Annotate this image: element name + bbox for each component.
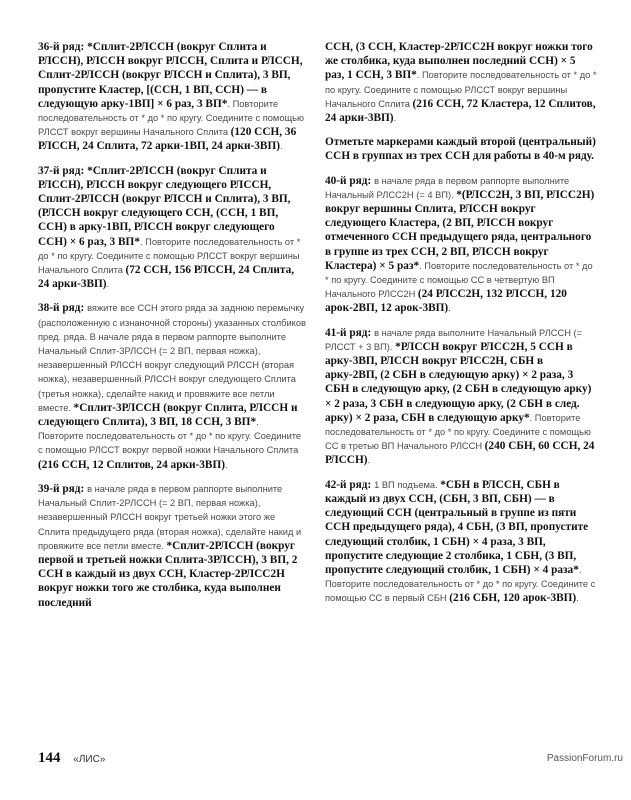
bold-instruction-text: (216 ССН, 12 Сплитов, 24 арки-3ВП) bbox=[38, 458, 225, 471]
instruction-text: 1 ВП подъема. bbox=[374, 479, 441, 490]
bold-instruction-text: (120 ССН, 36 РЛССН, 24 Сплита, 72 арки-1ВП, 24 арки-3ВП) bbox=[38, 126, 297, 153]
instruction-paragraph bbox=[38, 301, 306, 471]
right-column bbox=[325, 40, 597, 616]
instruction-text: . Повторите последовательность от * до * по кругу. Соедините с помощью РЛССТ вокруг первой ножки Начального Сплита bbox=[38, 417, 302, 456]
bold-instruction-text: *СБН в РЛССН, СБН в каждый из двух ССН, (СБН, 3 ВП, СБН) — в следующий ССН (центральный в группе из пяти ССН предыдущего ряда), 4 СБН, (3 ВП, пропустите следующий столбик, 1 СБН) × 4 раза, 3 ВП, пропустите следующие 2 столбика, 1 СБН, (3 ВП, пропустите следующий столбик, 1 СБН) × 4 раза* bbox=[325, 478, 589, 576]
bold-instruction-text: (72 ССН, 156 РЛССН, 24 Сплита, 24 арки-3ВП) bbox=[38, 264, 295, 291]
bold-instruction-text: Отметьте маркерами каждый второй (центральный) ССН в группах из трех ССН для работы в 40-м ряду. bbox=[325, 136, 596, 163]
instruction-text: . Повторите последовательность от * до * по кругу. Соедините с помощью СС в четвертую ВП Начального РЛСС2Н bbox=[325, 260, 593, 300]
bold-instruction-text: ССН, (3 ССН, Кластер-2РЛСС2Н вокруг ножки того же столбика, куда выполнен последний ССН) × 5 раз, 1 ССН, 3 ВП* bbox=[325, 41, 593, 82]
instruction-text: . bbox=[280, 141, 283, 152]
instruction-text: . Повторите последовательность от * до * по кругу. Соедините с помощью СС в первый СБН bbox=[325, 564, 596, 604]
instruction-paragraph bbox=[325, 40, 597, 125]
bold-instruction-text: 38-й ряд: bbox=[38, 302, 88, 315]
bold-instruction-text: 39-й ряд: bbox=[38, 482, 88, 495]
section-name: «ЛИС» bbox=[73, 754, 106, 765]
bold-instruction-text: 37-й ряд: *Сплит-2РЛССН (вокруг Сплита и РЛССН), РЛССН вокруг следующего РЛССН, Сплит-2РЛССН (вокруг РЛССН и Сплита), 3 ВП, (РЛССН вокруг следующего ССН, (ССН, 1 ВП, ССН) в арку-1ВП, РЛССН вокруг следующего ССН) × 6 раз, 3 ВП* bbox=[38, 164, 291, 248]
instruction-text: в начале ряда в первом раппорте выполните Начальный РЛСС2Н (= 4 ВП). bbox=[325, 175, 570, 200]
instruction-text: в начале ряда выполните Начальный РЛССН (= РЛССТ + 3 ВП). bbox=[325, 327, 583, 352]
bold-instruction-text: *(РЛСС2Н, 3 ВП, РЛСС2Н) вокруг вершины Сплита, РЛССН вокруг следующего Кластера, (2 ВП, РЛССН вокруг отмеченного ССН предыдущего ряда, центрального в группе из трех ССН, 2 ВП, РЛССН вокруг Кластера) × 5 раз* bbox=[325, 188, 595, 272]
instruction-text: вяжите все ССН этого ряда за заднюю перемычку (расположенную с изнаночной стороны) указанных столбиков пред. ряда. В начале ряда в первом раппорте выполните Начальный Сплит-3РЛССН (= 2 ВП, первая ножка), незавершенный РЛССН вокруг следующий РЛССН (вторая ножка), незавершенный РЛССН вокруг следующего Сплита (третья ножка), сделайте накид и провяжите все петли вместе. bbox=[38, 303, 306, 413]
left-column bbox=[38, 40, 306, 620]
instruction-text: . bbox=[393, 113, 397, 124]
instruction-text: . bbox=[576, 593, 579, 604]
bold-instruction-text: (240 СБН, 60 ССН, 24 РЛССН) bbox=[325, 440, 595, 467]
instruction-text: . bbox=[448, 303, 451, 314]
instruction-paragraph bbox=[38, 40, 306, 154]
instruction-paragraph bbox=[38, 482, 306, 610]
bold-instruction-text: *Сплит-2РЛССН (вокруг первой и третьей ножки Сплита-3РЛССН), 3 ВП, 2 ССН в каждый из двух ССН, Кластер-2РЛСС2Н вокруг ножки того же столбика, куда выполнен последний bbox=[38, 539, 298, 609]
bold-instruction-text: 41-й ряд: bbox=[325, 326, 375, 339]
page-footer bbox=[38, 750, 105, 767]
instruction-text: в начале ряда в первом раппорте выполните Начальный Сплит-2РЛССН (= 2 ВП, первая ножка), незавершенный РЛССН вокруг третьей ножки этого же Сплита предыдущего ряда (вторая ножка), сделайте накид и провяжите все петли вместе. bbox=[38, 483, 302, 551]
bold-instruction-text: 40-й ряд: bbox=[325, 174, 375, 187]
instruction-text: . bbox=[106, 279, 110, 290]
bold-instruction-text: (24 РЛСС2Н, 132 РЛССН, 120 арок-2ВП, 12 арок-3ВП) bbox=[325, 288, 567, 315]
instruction-paragraph bbox=[38, 164, 306, 292]
bold-instruction-text: (216 ССН, 72 Кластера, 12 Сплитов, 24 арки-3ВП) bbox=[325, 97, 596, 125]
instruction-paragraph bbox=[325, 326, 597, 468]
instruction-text: . Повторите последовательность от * до * по кругу. Соедините с помощью РЛССТ вокруг вершины Начального Сплита bbox=[325, 70, 597, 109]
bold-instruction-text: 36-й ряд: *Сплит-2РЛССН (вокруг Сплита и РЛССН), РЛССН вокруг РЛССН, Сплита и РЛССН, Сплит-2РЛССН (вокруг РЛССН и Сплита), 3 ВП, пропустите Кластер, [(ССН, 1 ВП, ССН) — в следующую арку-1ВП] × 6 раз, 3 ВП* bbox=[38, 41, 303, 110]
bold-instruction-text: *РЛССН вокруг РЛСС2Н, 5 ССН в арку-3ВП, РЛССН вокруг РЛСС2Н, СБН в арку-2ВП, (2 СБН в следующую арку) × 2 раза, 3 СБН в следующую арку, (2 СБН в следующую арку) × 2 раза, 3 СБН в следующую арку, (2 СБН в след. арку) × 2 раза, СБН в следующую арку* bbox=[325, 340, 592, 424]
instruction-text: . Повторите последовательность от * до * по кругу. Соедините с помощью РЛССТ вокруг вершины Начального Сплита bbox=[38, 98, 304, 138]
instruction-paragraph bbox=[325, 174, 597, 316]
instruction-paragraph bbox=[325, 135, 597, 163]
watermark: PassionForum.ru bbox=[546, 753, 623, 764]
bold-instruction-text: *Сплит-3РЛССН (вокруг Сплита, РЛССН и следующего Сплита), 3 ВП, 18 ССН, 3 ВП* bbox=[38, 401, 298, 429]
instruction-text: . bbox=[225, 459, 228, 470]
instruction-text: . Повторите последовательность от * до * по кругу. Соедините с помощью РЛССТ вокруг вершины Начального Сплита bbox=[38, 236, 301, 276]
page-number: 144 bbox=[38, 750, 61, 766]
instruction-paragraph bbox=[325, 478, 597, 606]
bold-instruction-text: (216 СБН, 120 арок-3ВП) bbox=[449, 592, 577, 605]
instruction-text: . bbox=[367, 455, 371, 466]
bold-instruction-text: 42-й ряд: bbox=[325, 478, 375, 491]
instruction-text: . Повторите последовательность от * до * по кругу. Соедините с помощью СС в третью ВП Начального РЛССН bbox=[325, 412, 591, 452]
